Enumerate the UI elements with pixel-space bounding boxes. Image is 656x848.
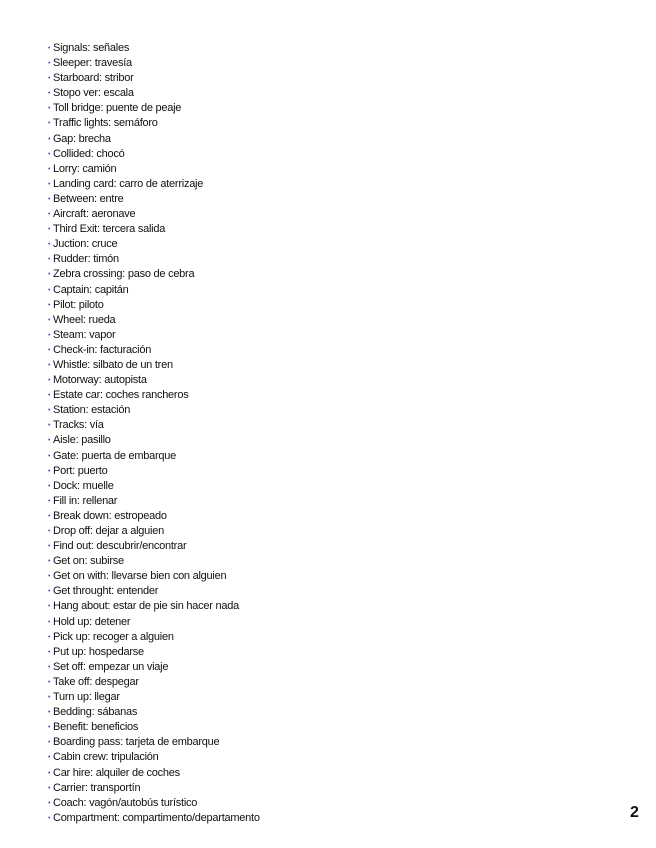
vocab-item <box>48 630 260 645</box>
vocab-item <box>48 449 260 464</box>
bullet-icon: • <box>48 784 51 792</box>
vocab-item <box>48 599 260 614</box>
bullet-icon: • <box>48 271 51 279</box>
vocab-text: Drop off: dejar a alguien <box>53 525 164 537</box>
vocab-item <box>48 569 260 584</box>
vocab-item <box>48 116 260 131</box>
vocab-text: Bedding: sábanas <box>53 706 138 719</box>
vocab-item <box>48 750 260 765</box>
bullet-icon: • <box>48 135 51 143</box>
vocab-item <box>48 252 260 267</box>
vocab-text: Car hire: alquiler de coches <box>53 766 180 779</box>
vocab-text: Juction: cruce <box>53 238 118 251</box>
bullet-icon: • <box>48 694 51 702</box>
vocab-item <box>48 56 260 71</box>
vocab-item <box>48 479 260 494</box>
vocab-text: Starboard: stribor <box>53 72 134 85</box>
bullet-icon: • <box>48 75 51 83</box>
bullet-icon: • <box>48 543 51 551</box>
vocab-item <box>48 358 260 373</box>
vocab-text: Gap: brecha <box>53 132 111 145</box>
vocab-text: Coach: vagón/autobús turístico <box>53 796 198 809</box>
vocab-item <box>48 222 260 237</box>
vocab-text: Benefit: beneficios <box>53 721 139 734</box>
vocab-text: Whistle: silbato de un tren <box>53 358 173 371</box>
bullet-icon: • <box>48 558 51 566</box>
bullet-icon: • <box>48 512 51 520</box>
bullet-icon: • <box>48 739 51 747</box>
bullet-icon: • <box>48 678 51 686</box>
vocab-text: Compartment: compartimento/departamento <box>53 811 260 824</box>
vocab-text: Lorry: camión <box>53 162 117 175</box>
vocab-text: Estate car: coches rancheros <box>53 389 189 402</box>
vocab-text: Stopo ver: escala <box>53 87 134 100</box>
vocab-item <box>48 71 260 86</box>
bullet-icon: • <box>48 331 51 339</box>
bullet-icon: • <box>48 377 51 385</box>
bullet-icon: • <box>48 150 51 158</box>
vocab-text: Gate: puerta de embarque <box>53 449 177 462</box>
bullet-icon: • <box>48 286 51 294</box>
vocab-item <box>48 433 260 448</box>
vocab-item <box>48 298 260 313</box>
vocab-item <box>48 41 260 56</box>
vocab-item <box>48 162 260 177</box>
vocab-item <box>48 539 260 554</box>
bullet-icon: • <box>48 180 51 188</box>
vocab-text: Landing card: carro de aterrizaje <box>53 177 204 190</box>
page-number: 2 <box>630 804 639 821</box>
vocab-text: Aircraft: aeronave <box>53 208 136 221</box>
bullet-icon: • <box>48 301 51 309</box>
vocab-text: Get on: subirse <box>53 555 124 568</box>
vocab-text: Put up: hospedarse <box>53 645 144 658</box>
vocab-text: Aisle: pasillo <box>53 434 111 447</box>
vocab-text: Captain: capitán <box>53 283 129 296</box>
vocab-item <box>48 554 260 569</box>
vocab-item <box>48 690 260 705</box>
vocab-text: Get throught: entender <box>53 585 159 598</box>
vocab-text: Fill in: rellenar <box>53 494 118 507</box>
vocab-item <box>48 267 260 282</box>
bullet-icon: • <box>48 709 51 717</box>
bullet-icon: • <box>48 467 51 475</box>
vocab-item <box>48 418 260 433</box>
vocab-item <box>48 388 260 403</box>
vocab-item <box>48 615 260 630</box>
vocab-text: Pilot: piloto <box>53 298 104 311</box>
bullet-icon: • <box>48 814 51 822</box>
bullet-icon: • <box>48 528 51 535</box>
vocab-item <box>48 192 260 207</box>
vocab-text: Rudder: timón <box>53 253 119 266</box>
vocab-text: Check-in: facturación <box>53 343 152 356</box>
vocab-text: Tracks: vía <box>53 419 104 432</box>
bullet-icon: • <box>48 497 51 505</box>
vocab-item <box>48 584 260 599</box>
bullet-icon: • <box>48 120 51 128</box>
bullet-icon: • <box>48 663 51 671</box>
vocab-item <box>48 403 260 418</box>
vocab-text: Third Exit: tercera salida <box>53 223 166 236</box>
bullet-icon: • <box>48 392 51 400</box>
vocab-text: Sleeper: travesía <box>53 57 132 70</box>
vocab-text: Find out: descubrir/encontrar <box>53 540 187 553</box>
vocab-item <box>48 147 260 162</box>
vocab-text: Signals: señales <box>53 42 130 54</box>
vocab-item <box>48 101 260 116</box>
vocab-item <box>48 796 260 811</box>
bullet-icon: • <box>48 195 51 203</box>
bullet-icon: • <box>48 211 51 219</box>
bullet-icon: • <box>48 437 51 445</box>
bullet-icon: • <box>48 346 51 354</box>
bullet-icon: • <box>48 407 51 415</box>
vocab-item <box>48 373 260 388</box>
bullet-icon: • <box>48 799 51 807</box>
vocabulary-list <box>48 41 260 826</box>
vocab-text: Break down: estropeado <box>53 509 167 522</box>
vocab-item <box>48 735 260 750</box>
vocab-item <box>48 705 260 720</box>
vocab-text: Traffic lights: semáforo <box>53 117 158 130</box>
bullet-icon: • <box>48 588 51 596</box>
bullet-icon: • <box>48 361 51 369</box>
bullet-icon: • <box>48 316 51 324</box>
bullet-icon: • <box>48 60 51 68</box>
vocab-text: Hang about: estar de pie sin hacer nada <box>53 600 239 613</box>
bullet-icon: • <box>48 256 51 264</box>
vocab-text: Turn up: llegar <box>53 691 120 704</box>
vocab-text: Between: entre <box>53 192 124 205</box>
vocab-text: Pick up: recoger a alguien <box>53 630 174 643</box>
vocab-item <box>48 207 260 222</box>
bullet-icon: • <box>48 618 51 626</box>
bullet-icon: • <box>48 241 51 249</box>
vocab-text: Set off: empezar un viaje <box>53 660 169 673</box>
bullet-icon: • <box>48 422 51 430</box>
vocab-item <box>48 766 260 781</box>
bullet-icon: • <box>48 105 51 113</box>
bullet-icon: • <box>48 769 51 777</box>
vocab-item <box>48 781 260 796</box>
vocab-text: Station: estación <box>53 404 131 417</box>
vocab-item <box>48 509 260 524</box>
vocab-item <box>48 464 260 479</box>
vocab-item <box>48 343 260 358</box>
vocab-item <box>48 132 260 147</box>
bullet-icon: • <box>48 165 51 173</box>
vocab-text: Dock: muelle <box>53 479 114 492</box>
vocab-item <box>48 720 260 735</box>
vocab-item <box>48 177 260 192</box>
vocab-item <box>48 524 260 539</box>
bullet-icon: • <box>48 754 51 762</box>
vocab-item <box>48 328 260 343</box>
bullet-icon: • <box>48 90 51 98</box>
bullet-icon: • <box>48 573 51 581</box>
bullet-icon: • <box>48 633 51 641</box>
bullet-icon: • <box>48 226 51 234</box>
bullet-icon: • <box>48 452 51 460</box>
bullet-icon: • <box>48 482 51 490</box>
vocab-text: Get on with: llevarse bien con alguien <box>53 570 227 583</box>
vocab-item <box>48 283 260 298</box>
bullet-icon: • <box>48 724 51 732</box>
vocab-text: Zebra crossing: paso de cebra <box>53 268 195 281</box>
vocab-item <box>48 86 260 101</box>
vocab-text: Boarding pass: tarjeta de embarque <box>53 736 220 749</box>
bullet-icon: • <box>48 648 51 656</box>
vocab-item <box>48 645 260 660</box>
vocab-text: Steam: vapor <box>53 328 116 341</box>
vocab-text: Hold up: detener <box>53 615 131 628</box>
vocab-text: Cabin crew: tripulación <box>53 751 159 764</box>
vocab-text: Wheel: rueda <box>53 313 116 326</box>
vocab-item <box>48 494 260 509</box>
vocab-item <box>48 237 260 252</box>
vocab-item <box>48 313 260 328</box>
vocab-item <box>48 811 260 826</box>
vocab-item <box>48 660 260 675</box>
vocab-item <box>48 675 260 690</box>
vocab-text: Toll bridge: puente de peaje <box>53 102 182 115</box>
bullet-icon: • <box>48 45 51 52</box>
vocab-text: Take off: despegar <box>53 675 139 688</box>
vocab-text: Port: puerto <box>53 464 108 477</box>
bullet-icon: • <box>48 603 51 611</box>
vocab-text: Carrier: transportín <box>53 781 141 794</box>
vocab-text: Motorway: autopista <box>53 374 147 387</box>
vocab-text: Collided: chocó <box>53 147 125 160</box>
